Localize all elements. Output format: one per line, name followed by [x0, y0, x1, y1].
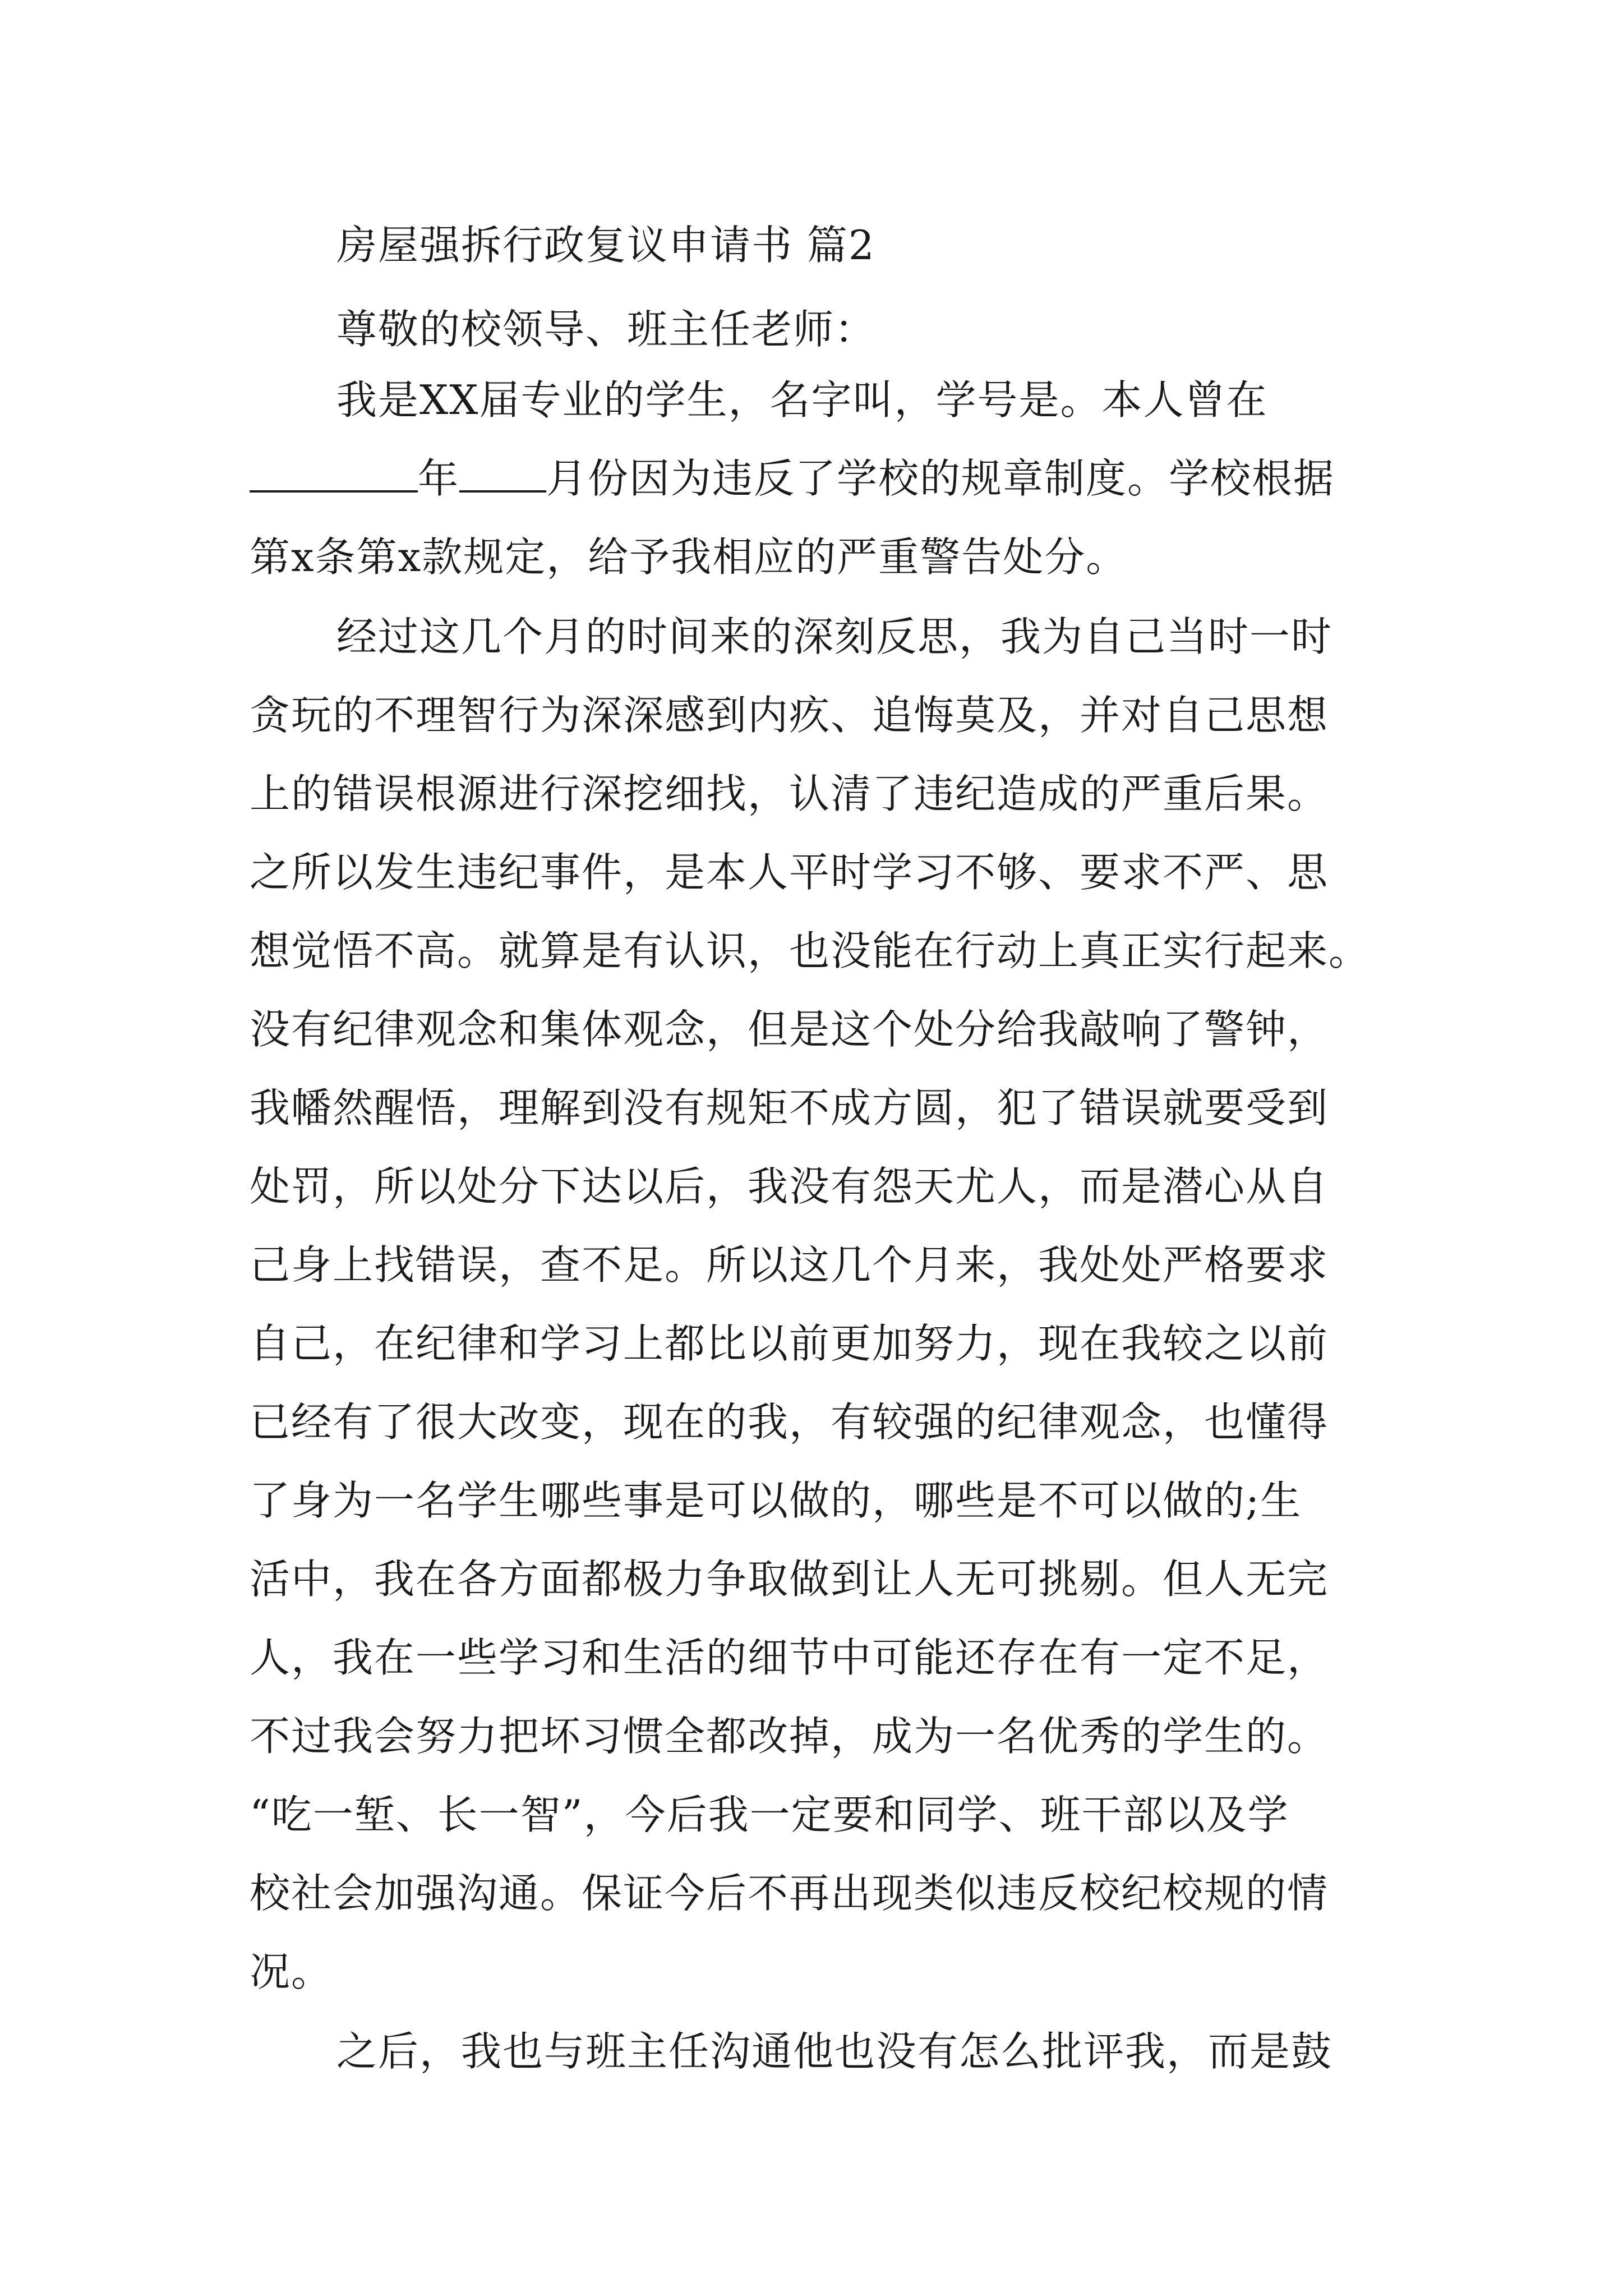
paragraph-1-line-1: 我是XX届专业的学生，名字叫，学号是。本人曾在	[336, 376, 1268, 424]
paragraph-2-line: 自己，在纪律和学习上都比以前更加努力，现在我较之以前	[250, 1320, 1329, 1367]
paragraph-3-line-1: 之后，我也与班主任沟通他也没有怎么批评我，而是鼓	[336, 2028, 1333, 2075]
paragraph-2-line: 活中，我在各方面都极力争取做到让人无可挑剔。但人无完	[250, 1556, 1329, 1603]
paragraph-2-line: 上的错误根源进行深挖细找，认清了违纪造成的严重后果。	[250, 770, 1329, 817]
blank-year-field	[250, 455, 418, 493]
paragraph-2-line: “吃一堑、长一智”，今后我一定要和同学、班干部以及学	[250, 1791, 1289, 1838]
paragraph-2-line: 况。	[250, 1948, 333, 1995]
paragraph-2-line: 处罚，所以处分下达以后，我没有怨天尤人，而是潜心从自	[250, 1163, 1329, 1210]
paragraph-2-line: 校社会加强沟通。保证今后不再出现类似违反校纪校规的情	[250, 1870, 1329, 1917]
paragraph-1-line-2	[250, 453, 1335, 504]
paragraph-2-line: 已经有了很大改变，现在的我，有较强的纪律观念，也懂得	[250, 1398, 1329, 1446]
year-label: 年	[418, 455, 460, 502]
blank-month-field	[459, 455, 546, 493]
paragraph-2-line: 己身上找错误，查不足。所以这几个月来，我处处严格要求	[250, 1241, 1329, 1289]
paragraph-2-line: 不过我会努力把坏习惯全都改掉，成为一名优秀的学生的。	[250, 1713, 1329, 1760]
paragraph-2-line: 人，我在一些学习和生活的细节中可能还存在有一定不足，	[250, 1634, 1329, 1681]
paragraph-1-line-3: 第x条第x款规定，给予我相应的严重警告处分。	[250, 533, 1128, 581]
paragraph-2-line: 贪玩的不理智行为深深感到内疚、追悔莫及，并对自己思想	[250, 692, 1329, 739]
paragraph-2-line: 我幡然醒悟，理解到没有规矩不成方圆，犯了错误就要受到	[250, 1084, 1329, 1131]
paragraph-2-line: 了身为一名学生哪些事是可以做的，哪些是不可以做的;生	[250, 1477, 1302, 1524]
paragraph-2-line: 没有纪律观念和集体观念，但是这个处分给我敲响了警钟，	[250, 1006, 1329, 1053]
paragraph-2-line: 经过这几个月的时间来的深刻反思，我为自己当时一时	[336, 613, 1333, 660]
paragraph-2-line: 想觉悟不高。就算是有认识，也没能在行动上真正实行起来。	[250, 927, 1371, 974]
document-title: 房屋强拆行政复议申请书 篇2	[336, 222, 875, 269]
salutation: 尊敬的校领导、班主任老师：	[336, 306, 877, 353]
paragraph-1-line-2-text: 月份因为违反了学校的规章制度。学校根据	[546, 455, 1335, 502]
paragraph-2-line: 之所以发生违纪事件，是本人平时学习不够、要求不严、思	[250, 849, 1329, 896]
